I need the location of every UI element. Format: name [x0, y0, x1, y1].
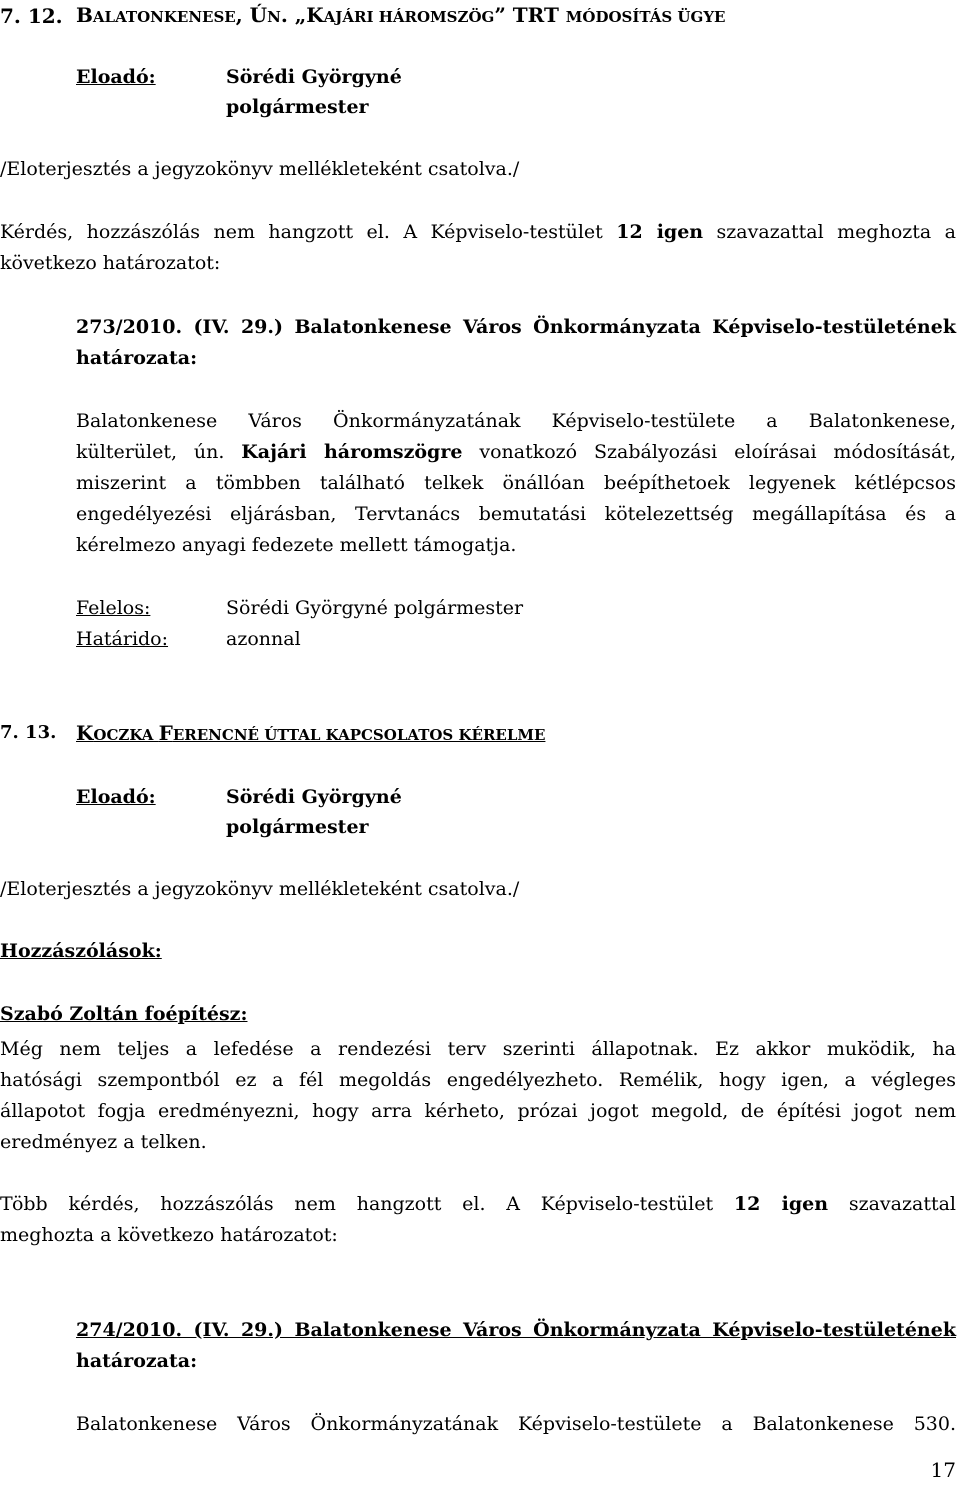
section-number-7-13: 7. 13.: [0, 722, 57, 743]
section-title-part: N: [267, 8, 281, 26]
section-title-part: F: [158, 721, 173, 745]
section-title-part: ALATONKENESE: [92, 8, 236, 26]
section-title-part: ” TRT: [494, 3, 566, 27]
section-title-part: . „K: [280, 3, 324, 27]
page-number: 17: [930, 1458, 956, 1482]
discussion-line: meghozta a következo határozatot:: [0, 1224, 338, 1246]
attachment-note: /Eloterjesztés a jegyzokönyv mellékleteként csatolva./: [0, 878, 520, 900]
section-title-part: , Ú: [235, 3, 268, 27]
resolution-heading-line: 273/2010. (IV. 29.) Balatonkenese Város Önkormányzata Képviselo-testületének: [76, 316, 956, 338]
deadline-label: Határido:: [76, 628, 169, 650]
resolution-heading-274: [76, 1315, 956, 1377]
section-title-part: AJÁRI HÁROMSZÖG: [323, 8, 495, 26]
speech-paragraph: [0, 1034, 956, 1158]
speech-line: eredményez a telken.: [0, 1131, 207, 1153]
presenter-label: Eloadó:: [76, 66, 156, 88]
responsible-value: Sörédi Györgyné polgármester: [226, 597, 524, 619]
section-title-kajari: [76, 3, 725, 27]
resolution-heading-line: határozata:: [76, 347, 198, 369]
deadline-value: azonnal: [226, 628, 301, 650]
resolution-body-line: külterület, ún. Kajári háromszögre vonatkozó Szabályozási eloírásai módosítását,: [76, 441, 956, 463]
discussion-line: Több kérdés, hozzászólás nem hangzott el. A Képviselo-testület 12 igen szavazattal: [0, 1193, 956, 1215]
resolution-body-line: Balatonkenese Város Önkormányzatának Képviselo-testülete a Balatonkenese 530.: [76, 1413, 956, 1435]
section-title-part: OCZKA: [93, 726, 159, 744]
speaker-name: Szabó Zoltán foépítész:: [0, 1003, 248, 1025]
discussion-line: Kérdés, hozzászólás nem hangzott el. A Képviselo-testület 12 igen szavazattal meghozta a: [0, 221, 956, 243]
discussion-line: következo határozatot:: [0, 252, 221, 274]
resolution-heading-273: [76, 312, 956, 374]
resolution-body-line: miszerint a tömbben található telkek önállóan beépíthetoek legyenek kétlépcsos: [76, 472, 956, 494]
presenter-label: Eloadó:: [76, 786, 156, 808]
presenter-role: polgármester: [226, 816, 369, 838]
resolution-body-line: engedélyezési eljárásban, Tervtanács bemutatási kötelezettség megállapítása és a: [76, 503, 956, 525]
presenter-role: polgármester: [226, 96, 369, 118]
section-title-part: ERENCNÉ ÚTTAL KAPCSOLATOS KÉRELME: [172, 726, 546, 744]
section-title-part: MÓDOSÍTÁS ÜGYE: [565, 8, 726, 26]
resolution-body-line: kérelmezo anyagi fedezete mellett támogatja.: [76, 534, 517, 556]
resolution-heading-line: 274/2010. (IV. 29.) Balatonkenese Város Önkormányzata Képviselo-testületének: [76, 1319, 956, 1341]
section-number-7-12: 7. 12.: [0, 4, 63, 28]
section-title-koczka: [76, 721, 545, 745]
responsible-label: Felelos:: [76, 597, 151, 619]
presenter-name: Sörédi Györgyné: [226, 66, 402, 88]
section-title-part: B: [76, 3, 93, 27]
presenter-name: Sörédi Györgyné: [226, 786, 402, 808]
comments-heading: Hozzászólások:: [0, 940, 162, 962]
discussion-paragraph: [0, 1189, 956, 1251]
resolution-body-273: [76, 406, 956, 561]
discussion-paragraph: [0, 217, 956, 279]
speech-line: állapotot fogja eredményezni, hogy arra kérheto, prózai jogot megold, de építési jogot nem: [0, 1100, 956, 1122]
resolution-body-274: [76, 1409, 956, 1440]
speech-line: hatósági szempontból ez a fél megoldás engedélyezheto. Remélik, hogy igen, a végleges: [0, 1069, 956, 1091]
section-title-part: K: [76, 721, 94, 745]
resolution-body-line: Balatonkenese Város Önkormányzatának Képviselo-testülete a Balatonkenese,: [76, 410, 956, 432]
resolution-heading-line: határozata:: [76, 1350, 198, 1372]
speech-line: Még nem teljes a lefedése a rendezési terv szerinti állapotnak. Ez akkor muködik, ha: [0, 1038, 956, 1060]
attachment-note: /Eloterjesztés a jegyzokönyv mellékleteként csatolva./: [0, 158, 520, 180]
